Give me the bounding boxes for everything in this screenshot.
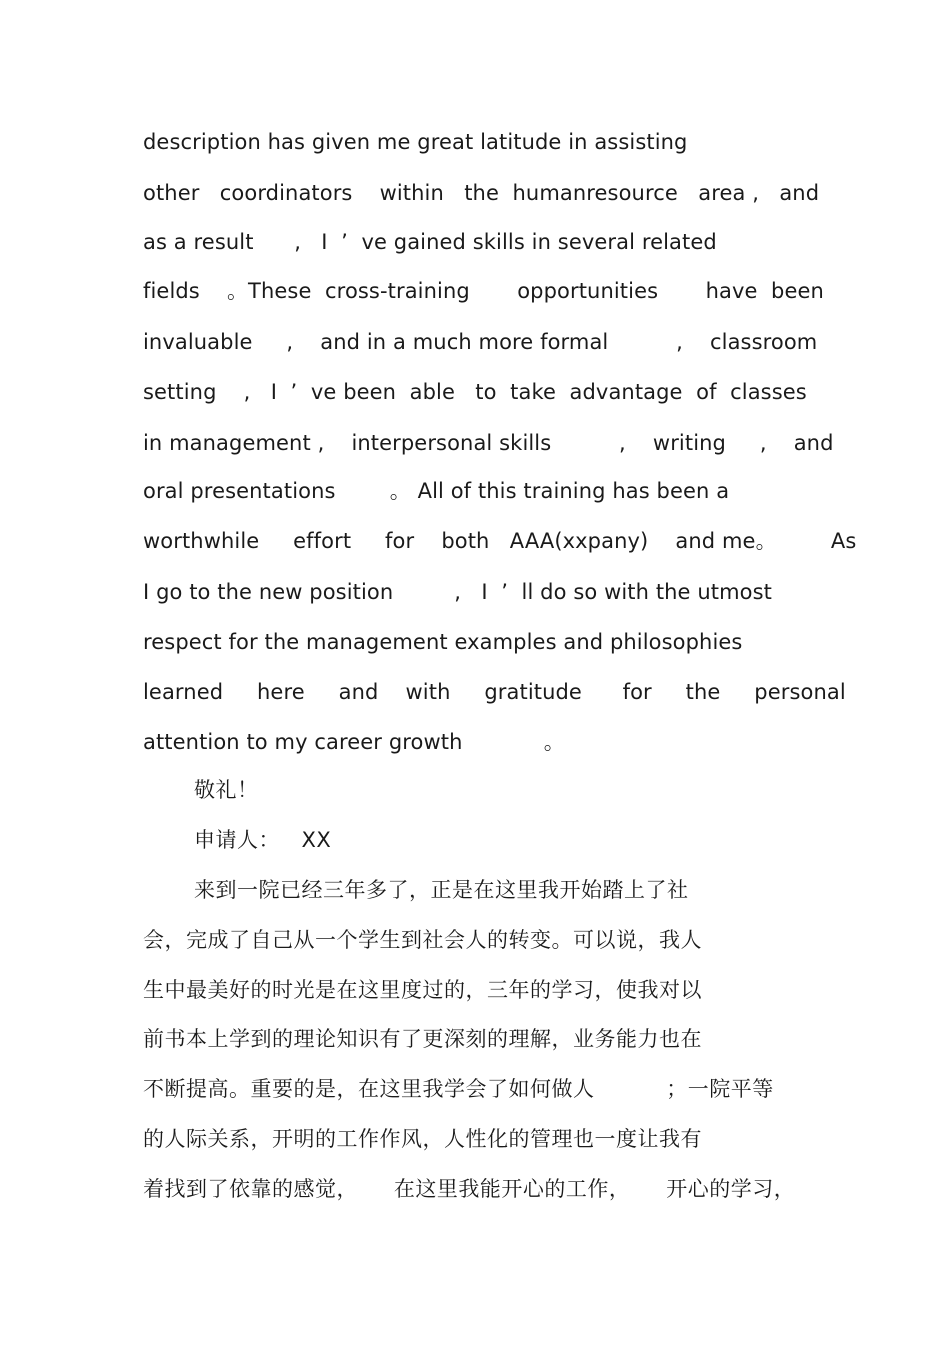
body-line-9: worthwhile effort for both AAA(xxpany) and me。 As: [143, 529, 857, 553]
chinese-line-6: 的人际关系，开明的工作作风，人性化的管理也一度让我有: [143, 1127, 702, 1151]
chinese-line-3: 生中最美好的时光是在这里度过的，三年的学习，使我对以: [143, 978, 702, 1002]
body-line-11: respect for the management examples and philosophies: [143, 630, 743, 654]
signature-line: 申请人： XX: [194, 828, 332, 852]
body-line-12: learned here and with gratitude for the personal: [143, 680, 846, 704]
chinese-line-2: 会，完成了自己从一个学生到社会人的转变。可以说，我人: [143, 928, 702, 952]
chinese-line-5: 不断提高。重要的是，在这里我学会了如何做人 ；一院平等: [143, 1077, 774, 1101]
body-line-4: fields 。These cross-training opportunities have been: [143, 279, 824, 303]
chinese-line-7: 着找到了依靠的感觉， 在这里我能开心的工作， 开心的学习，: [143, 1177, 796, 1201]
body-line-5: invaluable , and in a much more formal , classroom: [143, 330, 818, 354]
body-line-1: description has given me great latitude in assisting: [143, 130, 688, 154]
body-line-7: in management , interpersonal skills , writing , and: [143, 431, 834, 455]
body-line-10: I go to the new position , I ’ ll do so with the utmost: [143, 580, 772, 604]
chinese-line-1: 来到一院已经三年多了，正是在这里我开始踏上了社: [194, 878, 689, 902]
closing-salutation: 敬礼！: [194, 778, 259, 802]
body-line-2: other coordinators within the humanresource area , and: [143, 181, 820, 205]
body-line-3: as a result , I ’ ve gained skills in several related: [143, 230, 717, 254]
body-line-8: oral presentations 。 All of this training has been a: [143, 479, 730, 503]
body-line-6: setting , I ’ ve been able to take advantage of classes: [143, 380, 807, 404]
chinese-line-4: 前书本上学到的理论知识有了更深刻的理解，业务能力也在: [143, 1027, 702, 1051]
body-line-13: attention to my career growth 。: [143, 730, 565, 754]
